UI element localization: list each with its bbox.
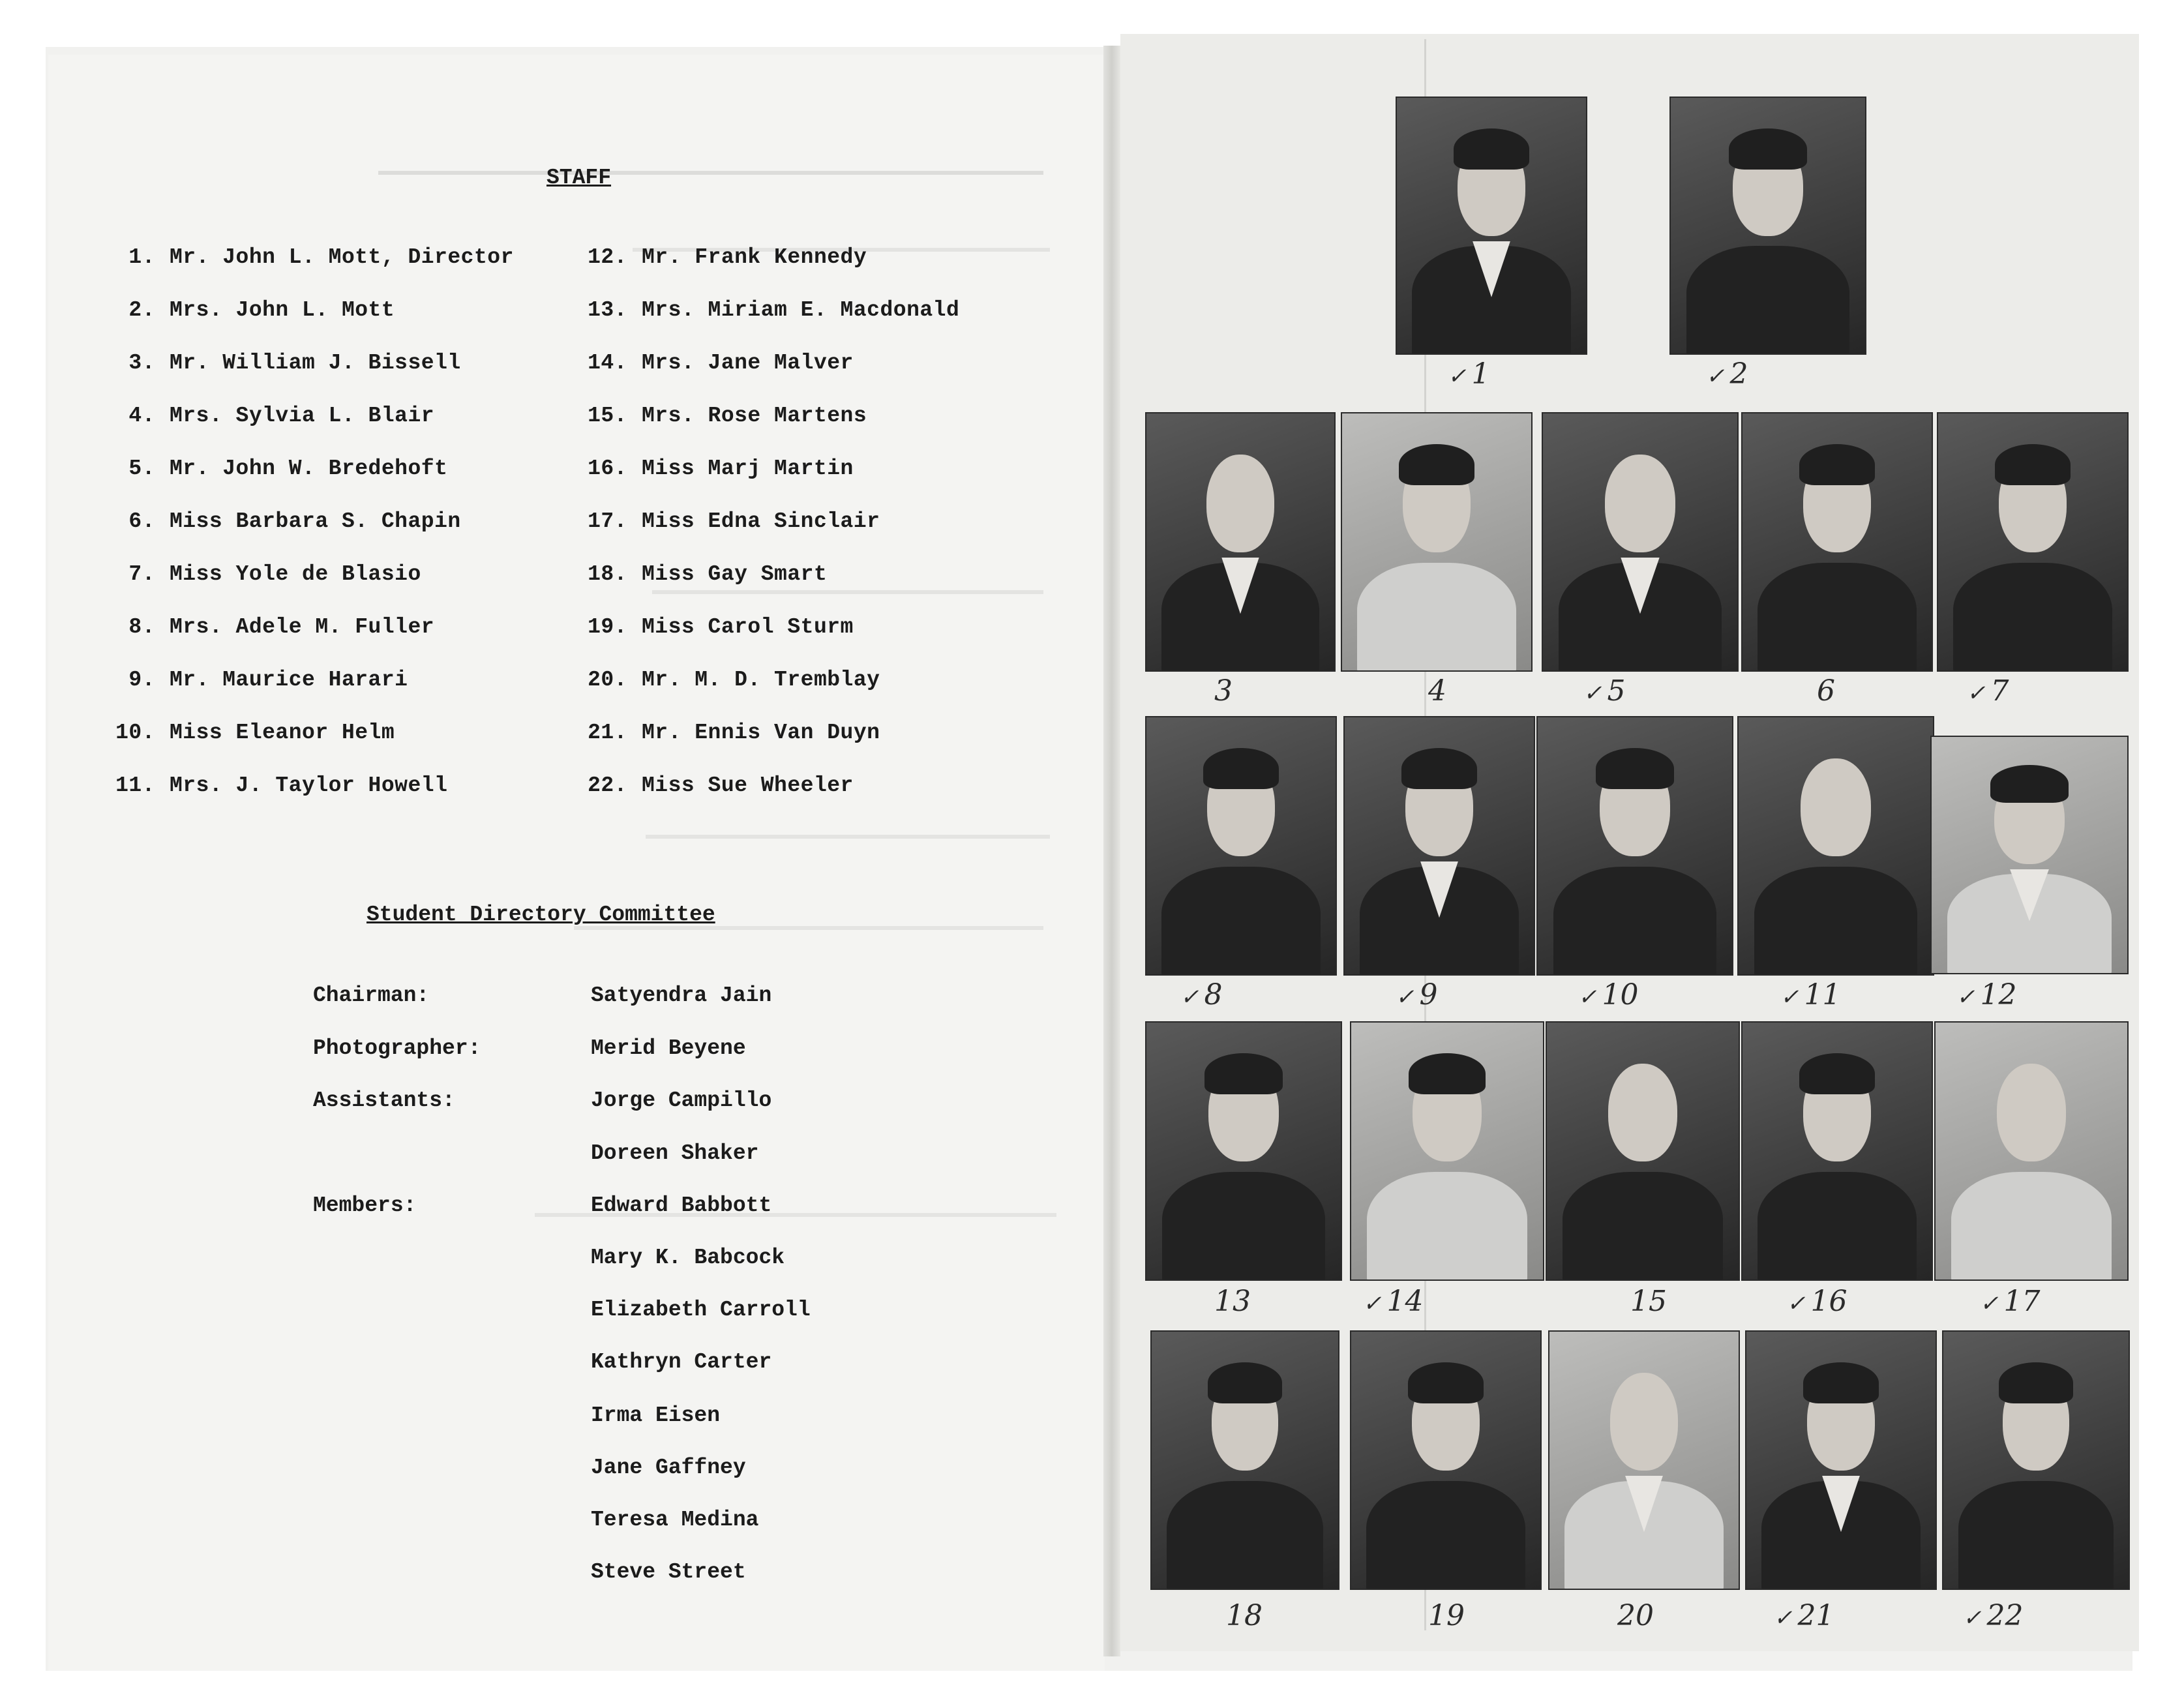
committee-members (313, 1350, 771, 1374)
staff-photo (1937, 412, 2129, 672)
staff-name: Miss Edna Sinclair (642, 509, 880, 533)
check-mark-icon: ✓ (1963, 1605, 1982, 1631)
staff-row (102, 721, 514, 773)
photo-label: 20 (1617, 1599, 1654, 1632)
staff-number: 15. (588, 404, 627, 428)
check-mark-icon: ✓ (1363, 1291, 1382, 1317)
staff-number: 5. (128, 456, 155, 481)
staff-photo (1737, 716, 1934, 976)
staff-row (102, 668, 514, 721)
committee-assistants (313, 1141, 758, 1165)
staff-photo (1741, 1021, 1933, 1281)
staff-row (574, 773, 959, 826)
staff-name: Mr. John W. Bredehoft (170, 456, 448, 481)
staff-name: Mr. Frank Kennedy (642, 245, 867, 269)
staff-row (574, 245, 959, 298)
photo-label: ✓ 16 (1787, 1285, 1847, 1318)
committee-photographer (313, 1036, 746, 1060)
member-name: Irma Eisen (591, 1403, 721, 1428)
member-name: Edward Babbott (591, 1193, 772, 1218)
staff-list-right (574, 245, 959, 826)
staff-name: Mrs. Sylvia L. Blair (170, 404, 435, 428)
check-mark-icon: ✓ (1583, 680, 1602, 706)
photo-label: ✓ 17 (1980, 1285, 2041, 1318)
staff-photo (1350, 1330, 1542, 1590)
committee-members (313, 1456, 746, 1480)
assistant-name: Jorge Campillo (591, 1088, 772, 1113)
committee-members (313, 1508, 758, 1532)
photo-label: ✓ 14 (1363, 1285, 1424, 1318)
staff-photo (1930, 736, 2129, 974)
staff-photo (1745, 1330, 1937, 1590)
check-mark-icon: ✓ (1980, 1291, 1999, 1317)
photo-label: 4 (1428, 674, 1446, 708)
staff-number: 18. (588, 562, 627, 586)
photo-label: ✓ 5 (1583, 674, 1626, 708)
staff-photo (1546, 1021, 1740, 1281)
photo-label: ✓ 2 (1706, 357, 1748, 391)
staff-name: Mrs. John L. Mott (170, 298, 395, 322)
photo-label: ✓ 22 (1963, 1599, 2024, 1632)
staff-row (574, 456, 959, 509)
staff-number: 7. (128, 562, 155, 586)
staff-row (102, 404, 514, 456)
member-name: Steve Street (591, 1560, 746, 1584)
member-name: Mary K. Babcock (591, 1246, 785, 1270)
staff-name: Mr. Ennis Van Duyn (642, 721, 880, 745)
check-mark-icon: ✓ (1774, 1605, 1793, 1631)
member-name: Kathryn Carter (591, 1350, 772, 1374)
staff-photo (1396, 97, 1587, 355)
staff-name: Mrs. J. Taylor Howell (170, 773, 448, 798)
check-mark-icon: ✓ (1780, 984, 1799, 1010)
check-mark-icon: ✓ (1967, 680, 1986, 706)
photo-label: 3 (1214, 674, 1233, 708)
staff-photo (1150, 1330, 1339, 1590)
staff-photo (1542, 412, 1739, 672)
committee-members (313, 1403, 720, 1428)
booklet-spine (1103, 46, 1120, 1656)
staff-row (574, 298, 959, 351)
staff-row (102, 615, 514, 668)
staff-name: Mrs. Miriam E. Macdonald (642, 298, 960, 322)
staff-name: Miss Eleanor Helm (170, 721, 395, 745)
photo-label: ✓ 11 (1780, 978, 1841, 1011)
committee-members (313, 1560, 746, 1584)
staff-photo (1536, 716, 1733, 976)
staff-list-left (102, 245, 514, 826)
staff-photo (1741, 412, 1933, 672)
photo-label: 6 (1817, 674, 1835, 708)
staff-row (102, 245, 514, 298)
staff-photo (1350, 1021, 1544, 1281)
check-mark-icon: ✓ (1787, 1291, 1806, 1317)
chairman-label: Chairman: (313, 983, 430, 1008)
staff-number: 14. (588, 351, 627, 375)
check-mark-icon: ✓ (1448, 363, 1467, 389)
check-mark-icon: ✓ (1578, 984, 1597, 1010)
staff-row (574, 615, 959, 668)
staff-photo (1934, 1021, 2129, 1281)
staff-number: 19. (588, 615, 627, 639)
photo-label: ✓ 10 (1578, 978, 1639, 1011)
staff-number: 16. (588, 456, 627, 481)
check-mark-icon: ✓ (1706, 363, 1725, 389)
assistant-name: Doreen Shaker (591, 1141, 759, 1165)
staff-number: 13. (588, 298, 627, 322)
staff-number: 6. (128, 509, 155, 533)
staff-number: 21. (588, 721, 627, 745)
staff-number: 3. (128, 351, 155, 375)
committee-members (313, 1193, 771, 1218)
staff-number: 1. (128, 245, 155, 269)
staff-row (574, 404, 959, 456)
staff-number: 17. (588, 509, 627, 533)
staff-name: Mrs. Jane Malver (642, 351, 854, 375)
staff-photo (1548, 1330, 1740, 1590)
staff-number: 9. (128, 668, 155, 692)
staff-row (102, 456, 514, 509)
staff-row (102, 509, 514, 562)
members-label: Members: (313, 1193, 417, 1218)
staff-name: Mr. William J. Bissell (170, 351, 461, 375)
staff-number: 10. (115, 721, 155, 745)
staff-row (102, 351, 514, 404)
staff-number: 2. (128, 298, 155, 322)
staff-row (102, 298, 514, 351)
staff-heading: STAFF (546, 166, 612, 190)
staff-photo (1145, 1021, 1342, 1281)
photo-label: ✓ 21 (1774, 1599, 1834, 1632)
staff-number: 8. (128, 615, 155, 639)
staff-name: Mrs. Adele M. Fuller (170, 615, 435, 639)
staff-photo (1942, 1330, 2130, 1590)
staff-row (574, 351, 959, 404)
photo-label: ✓ 9 (1396, 978, 1438, 1011)
staff-row (574, 668, 959, 721)
staff-name: Miss Carol Sturm (642, 615, 854, 639)
photo-label: 18 (1226, 1599, 1263, 1632)
member-name: Teresa Medina (591, 1508, 759, 1532)
check-mark-icon: ✓ (1180, 984, 1199, 1010)
photo-label: ✓ 8 (1180, 978, 1223, 1011)
staff-number: 11. (115, 773, 155, 798)
staff-photo (1145, 716, 1337, 976)
check-mark-icon: ✓ (1396, 984, 1414, 1010)
staff-name: Mr. John L. Mott, Director (170, 245, 514, 269)
staff-name: Miss Yole de Blasio (170, 562, 421, 586)
staff-name: Miss Gay Smart (642, 562, 828, 586)
member-name: Elizabeth Carroll (591, 1298, 811, 1322)
photo-label: ✓ 7 (1967, 674, 2009, 708)
staff-number: 22. (588, 773, 627, 798)
staff-row (102, 562, 514, 615)
staff-row (574, 562, 959, 615)
photo-label: ✓ 12 (1956, 978, 2017, 1011)
staff-row (574, 721, 959, 773)
staff-row (574, 509, 959, 562)
staff-row (102, 773, 514, 826)
staff-number: 20. (588, 668, 627, 692)
staff-name: Miss Marj Martin (642, 456, 854, 481)
committee-chairman (313, 983, 771, 1008)
staff-name: Mr. Maurice Harari (170, 668, 408, 692)
staff-name: Mrs. Rose Martens (642, 404, 867, 428)
check-mark-icon: ✓ (1956, 984, 1975, 1010)
staff-name: Miss Sue Wheeler (642, 773, 854, 798)
staff-photo (1341, 412, 1533, 672)
photo-label: 15 (1630, 1285, 1667, 1318)
photo-label: 19 (1428, 1599, 1465, 1632)
photographer-label: Photographer: (313, 1036, 481, 1060)
chairman-name: Satyendra Jain (591, 983, 772, 1008)
committee-assistants (313, 1088, 771, 1113)
photographer-name: Merid Beyene (591, 1036, 746, 1060)
staff-photo (1145, 412, 1336, 672)
committee-members (313, 1246, 785, 1270)
staff-number: 12. (588, 245, 627, 269)
photo-label: 13 (1214, 1285, 1251, 1318)
committee-members (313, 1298, 811, 1322)
staff-name: Miss Barbara S. Chapin (170, 509, 461, 533)
assistants-label: Assistants: (313, 1088, 455, 1113)
photo-label: ✓ 1 (1448, 357, 1490, 391)
member-name: Jane Gaffney (591, 1456, 746, 1480)
staff-photo (1343, 716, 1535, 976)
staff-name: Mr. M. D. Tremblay (642, 668, 880, 692)
staff-photo (1669, 97, 1866, 355)
committee-heading: Student Directory Committee (366, 903, 715, 927)
staff-number: 4. (128, 404, 155, 428)
